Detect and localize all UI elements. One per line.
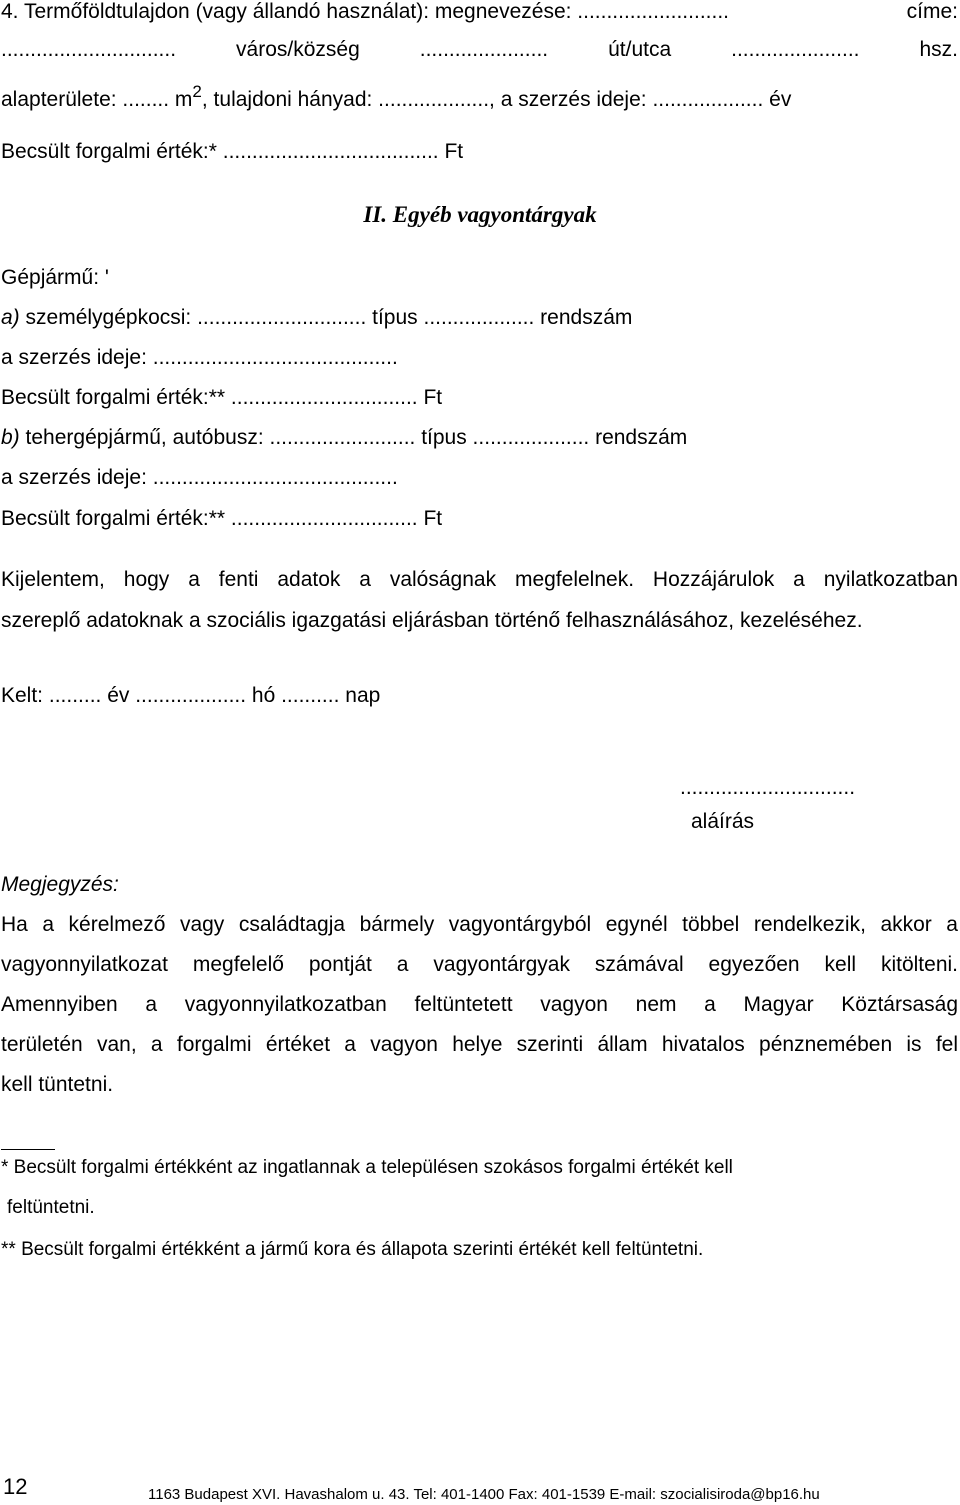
signature-label: aláírás [691, 810, 755, 833]
item4-line3-a: alapterülete: ........ m [1, 88, 193, 111]
page-number: 12 [3, 1474, 28, 1499]
item4-line1-right: címe: [906, 0, 958, 23]
vehicle-b-date: a szerzés ideje: .......................................... [1, 466, 398, 489]
declaration-line1: Kijelentem, hogy a fenti adatok a valóságnak megfelelnek. Hozzájárulok a nyilatkozatban [1, 568, 958, 591]
note-line4: területén van, a forgalmi értéket a vagyon helye szerinti állam hivatalos pénznemében is fel [1, 1033, 958, 1056]
vehicle-b-text: tehergépjármű, autóbusz: ......................... típus .................... rendszám [19, 426, 688, 449]
item4-line2-part3: út/utca [608, 38, 672, 61]
note-line1: Ha a kérelmező vagy családtagja bármely vagyontárgyból egynél többel rendelkezik, akkor a [1, 913, 958, 936]
footnote-separator [1, 1149, 55, 1150]
item4-line3-b: , tulajdoni hányad: ..................., a szerzés ideje: ................... év [201, 88, 792, 111]
vehicle-a-label: a) [1, 306, 20, 329]
vehicle-a-value: Becsült forgalmi érték:** ................................ Ft [1, 386, 443, 409]
note-line5: kell tüntetni. [1, 1073, 114, 1096]
item4-line2-part2: ...................... [419, 38, 549, 61]
item4-line3 [1, 82, 792, 112]
note-line2: vagyonnyilatkozat megfelelő pontját a vagyontárgyak számával egyezően kell kitölteni. [1, 953, 958, 976]
vehicles-header: Gépjármű: ' [1, 266, 109, 289]
vehicle-b-line [1, 426, 687, 450]
vehicle-a-text: személygépkocsi: ............................. típus ................... rendszám [19, 306, 633, 329]
declaration-line2: szereplő adatoknak a szociális igazgatási eljárásban történő felhasználásához, kezeléséhez. [1, 609, 863, 632]
item4-line2-part0: .............................. [1, 38, 177, 61]
item4-line1 [1, 0, 958, 24]
item4-line4: Becsült forgalmi érték:* ..................................... Ft [1, 140, 464, 163]
footnote-1-line2: feltüntetni. [7, 1197, 95, 1218]
vehicle-b-value: Becsült forgalmi érték:** ................................ Ft [1, 507, 443, 530]
footnote-1-line1: * Becsült forgalmi értékként az ingatlannak a településen szokásos forgalmi értékét kell [1, 1157, 733, 1178]
section-title: II. Egyéb vagyontárgyak [363, 202, 597, 227]
item4-line2-part4: ...................... [731, 38, 860, 61]
note-title: Megjegyzés: [1, 873, 119, 896]
item4-line2-part5: hsz. [919, 38, 958, 61]
vehicle-b-label: b) [1, 426, 20, 449]
item4-line2 [1, 38, 958, 62]
item4-line3-sup: 2 [192, 82, 202, 101]
signature-dots: .............................. [680, 776, 856, 799]
note-line3: Amennyiben a vagyonnyilatkozatban feltüntetett vagyon nem a Magyar Köztársaság [1, 993, 958, 1016]
vehicle-a-date: a szerzés ideje: .......................................... [1, 346, 398, 369]
footnote-2: ** Becsült forgalmi értékként a jármű kora és állapota szerinti értékét kell feltüntetni. [1, 1239, 704, 1260]
item4-line2-part1: város/község [236, 38, 360, 61]
vehicle-a-line [1, 306, 632, 330]
item4-line1-left: 4. Termőföldtulajdon (vagy állandó használat): megnevezése: .......................... [1, 0, 729, 23]
page-footer: 1163 Budapest XVI. Havashalom u. 43. Tel: 401-1400 Fax: 401-1539 E-mail: szocialisiroda@bp16.hu [148, 1486, 820, 1503]
date-line: Kelt: ......... év ................... hó .......... nap [1, 684, 381, 707]
